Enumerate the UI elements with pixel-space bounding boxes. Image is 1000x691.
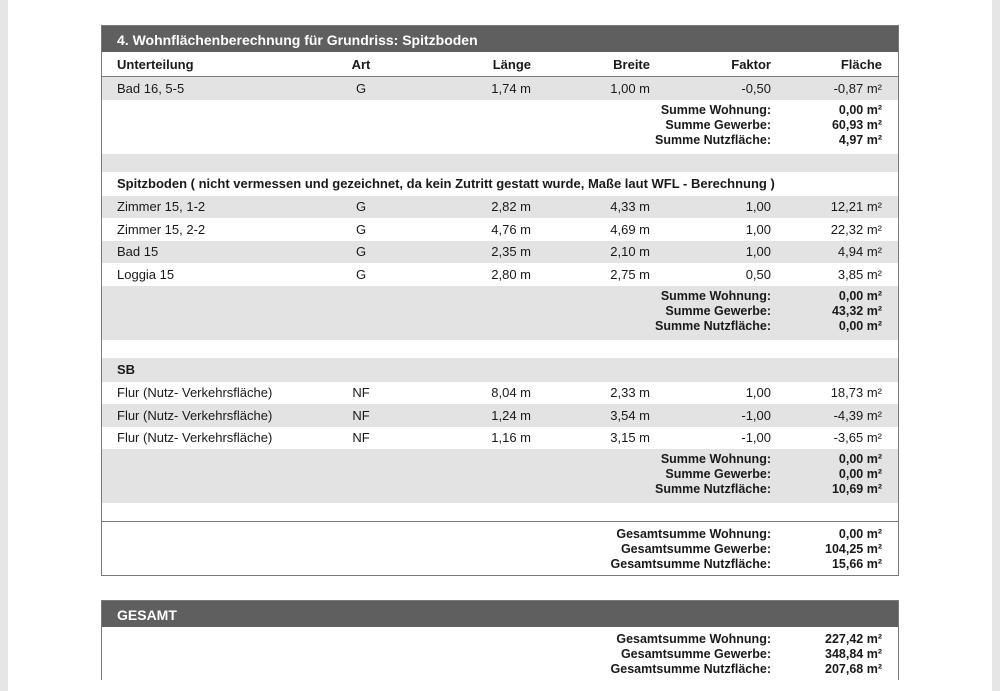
table-row xyxy=(102,404,898,427)
group-summary xyxy=(102,100,898,154)
spacer-row xyxy=(102,503,898,521)
cell-flaeche: 22,32 m² xyxy=(830,221,882,237)
col-header-faktor: Faktor xyxy=(731,56,771,72)
column-header-row xyxy=(102,52,898,77)
cell-unterteilung: Zimmer 15, 1-2 xyxy=(117,199,206,215)
col-header-unterteilung: Unterteilung xyxy=(117,56,194,72)
cell-faktor: 0,50 xyxy=(745,266,771,282)
summary-value: 0,00 m² xyxy=(838,288,882,303)
summary-value: 4,97 m² xyxy=(838,132,882,147)
summary-label: Summe Gewerbe: xyxy=(665,467,771,481)
gesamt-label: Gesamtsumme Wohnung: xyxy=(616,632,771,646)
cell-breite: 4,33 m xyxy=(610,199,650,215)
cell-art: G xyxy=(355,199,367,215)
group-heading xyxy=(102,358,898,382)
col-header-flaeche: Fläche xyxy=(840,56,882,72)
summary-value: 43,32 m² xyxy=(831,303,882,318)
section-4-table xyxy=(101,25,899,576)
cell-flaeche: 18,73 m² xyxy=(830,385,882,401)
cell-unterteilung: Flur (Nutz- Verkehrsfläche) xyxy=(117,407,273,423)
cell-laenge: 8,04 m xyxy=(491,385,531,401)
cell-unterteilung: Bad 16, 5-5 xyxy=(117,80,185,96)
summary-label: Summe Nutzfläche: xyxy=(655,132,771,147)
summary-value: 10,69 m² xyxy=(831,482,882,496)
spacer-row xyxy=(102,154,898,172)
cell-flaeche: 12,21 m² xyxy=(830,199,882,215)
gesamt-label: Gesamtsumme Nutzfläche: xyxy=(610,662,771,676)
cell-faktor: -1,00 xyxy=(741,407,771,423)
cell-breite: 2,75 m xyxy=(610,266,650,282)
spacer-row xyxy=(102,340,898,358)
group-summary xyxy=(102,286,898,340)
summary-label: Summe Wohnung: xyxy=(660,102,771,117)
section-title: 4. Wohnflächenberechnung für Grundriss: Spitzboden xyxy=(102,26,898,52)
cell-faktor: 1,00 xyxy=(745,244,771,260)
cell-flaeche: 4,94 m² xyxy=(837,244,882,260)
cell-laenge: 2,80 m xyxy=(491,266,531,282)
frame-left xyxy=(0,0,8,691)
group-heading xyxy=(102,172,898,196)
summary-label: Summe Gewerbe: xyxy=(665,117,771,132)
cell-breite: 3,15 m xyxy=(610,430,650,446)
cell-flaeche: -4,39 m² xyxy=(833,407,882,423)
cell-art: G xyxy=(355,266,367,282)
cell-flaeche: -0,87 m² xyxy=(833,80,882,96)
gesamt-title: GESAMT xyxy=(102,601,898,627)
gesamt-totals xyxy=(102,627,898,680)
cell-faktor: 1,00 xyxy=(745,385,771,401)
cell-unterteilung: Zimmer 15, 2-2 xyxy=(117,221,206,237)
cell-laenge: 1,16 m xyxy=(491,430,531,446)
table-row xyxy=(102,218,898,241)
cell-breite: 4,69 m xyxy=(610,221,650,237)
total-value: 0,00 m² xyxy=(838,527,882,541)
gesamt-table xyxy=(101,600,899,680)
table-row xyxy=(102,427,898,450)
col-header-laenge: Länge xyxy=(492,56,531,72)
summary-label: Summe Wohnung: xyxy=(660,288,771,303)
table-row xyxy=(102,241,898,264)
group-summary xyxy=(102,449,898,503)
summary-label: Summe Nutzfläche: xyxy=(655,318,771,333)
cell-laenge: 1,74 m xyxy=(491,80,531,96)
cell-faktor: 1,00 xyxy=(745,221,771,237)
cell-art: G xyxy=(355,221,367,237)
gesamt-value: 227,42 m² xyxy=(825,632,882,646)
cell-unterteilung: Flur (Nutz- Verkehrsfläche) xyxy=(117,385,273,401)
summary-value: 0,00 m² xyxy=(838,318,882,333)
cell-breite: 3,54 m xyxy=(610,407,650,423)
summary-value: 0,00 m² xyxy=(838,102,882,117)
cell-flaeche: 3,85 m² xyxy=(837,266,882,282)
cell-flaeche: -3,65 m² xyxy=(833,430,882,446)
gesamt-label: Gesamtsumme Gewerbe: xyxy=(620,647,771,661)
col-header-art: Art xyxy=(351,56,371,72)
total-label: Gesamtsumme Gewerbe: xyxy=(620,542,771,556)
cell-faktor: -1,00 xyxy=(741,430,771,446)
table-row xyxy=(102,382,898,405)
cell-unterteilung: Loggia 15 xyxy=(117,266,175,282)
summary-value: 0,00 m² xyxy=(838,452,882,466)
cell-art: NF xyxy=(352,430,370,446)
cell-art: G xyxy=(355,244,367,260)
total-value: 104,25 m² xyxy=(825,542,882,556)
summary-label: Summe Gewerbe: xyxy=(665,303,771,318)
total-label: Gesamtsumme Nutzfläche: xyxy=(610,557,771,571)
gesamt-value: 348,84 m² xyxy=(825,647,882,661)
table-row xyxy=(102,263,898,286)
cell-breite: 1,00 m xyxy=(610,80,650,96)
summary-label: Summe Nutzfläche: xyxy=(655,482,771,496)
cell-faktor: 1,00 xyxy=(745,199,771,215)
cell-art: NF xyxy=(352,407,370,423)
summary-label: Summe Wohnung: xyxy=(660,452,771,466)
table-row xyxy=(102,196,898,219)
section-totals xyxy=(102,521,898,575)
cell-breite: 2,33 m xyxy=(610,385,650,401)
summary-value: 0,00 m² xyxy=(838,467,882,481)
cell-unterteilung: Bad 15 xyxy=(117,244,159,260)
cell-breite: 2,10 m xyxy=(610,244,650,260)
group-heading-text: SB xyxy=(117,362,136,377)
group-heading-text: Spitzboden ( nicht vermessen und gezeichnet, da kein Zutritt gestatt wurde, Maße laut WFL - Berechnung ) xyxy=(117,176,775,191)
table-row xyxy=(102,77,898,100)
gesamt-value: 207,68 m² xyxy=(825,662,882,676)
cell-laenge: 4,76 m xyxy=(491,221,531,237)
cell-unterteilung: Flur (Nutz- Verkehrsfläche) xyxy=(117,430,273,446)
cell-laenge: 1,24 m xyxy=(491,407,531,423)
cell-art: G xyxy=(355,80,367,96)
frame-right xyxy=(992,0,1000,691)
summary-value: 60,93 m² xyxy=(831,117,882,132)
cell-laenge: 2,35 m xyxy=(491,244,531,260)
cell-art: NF xyxy=(352,385,370,401)
cell-faktor: -0,50 xyxy=(741,80,771,96)
total-value: 15,66 m² xyxy=(831,557,882,571)
total-label: Gesamtsumme Wohnung: xyxy=(616,527,771,541)
cell-laenge: 2,82 m xyxy=(491,199,531,215)
col-header-breite: Breite xyxy=(613,56,650,72)
